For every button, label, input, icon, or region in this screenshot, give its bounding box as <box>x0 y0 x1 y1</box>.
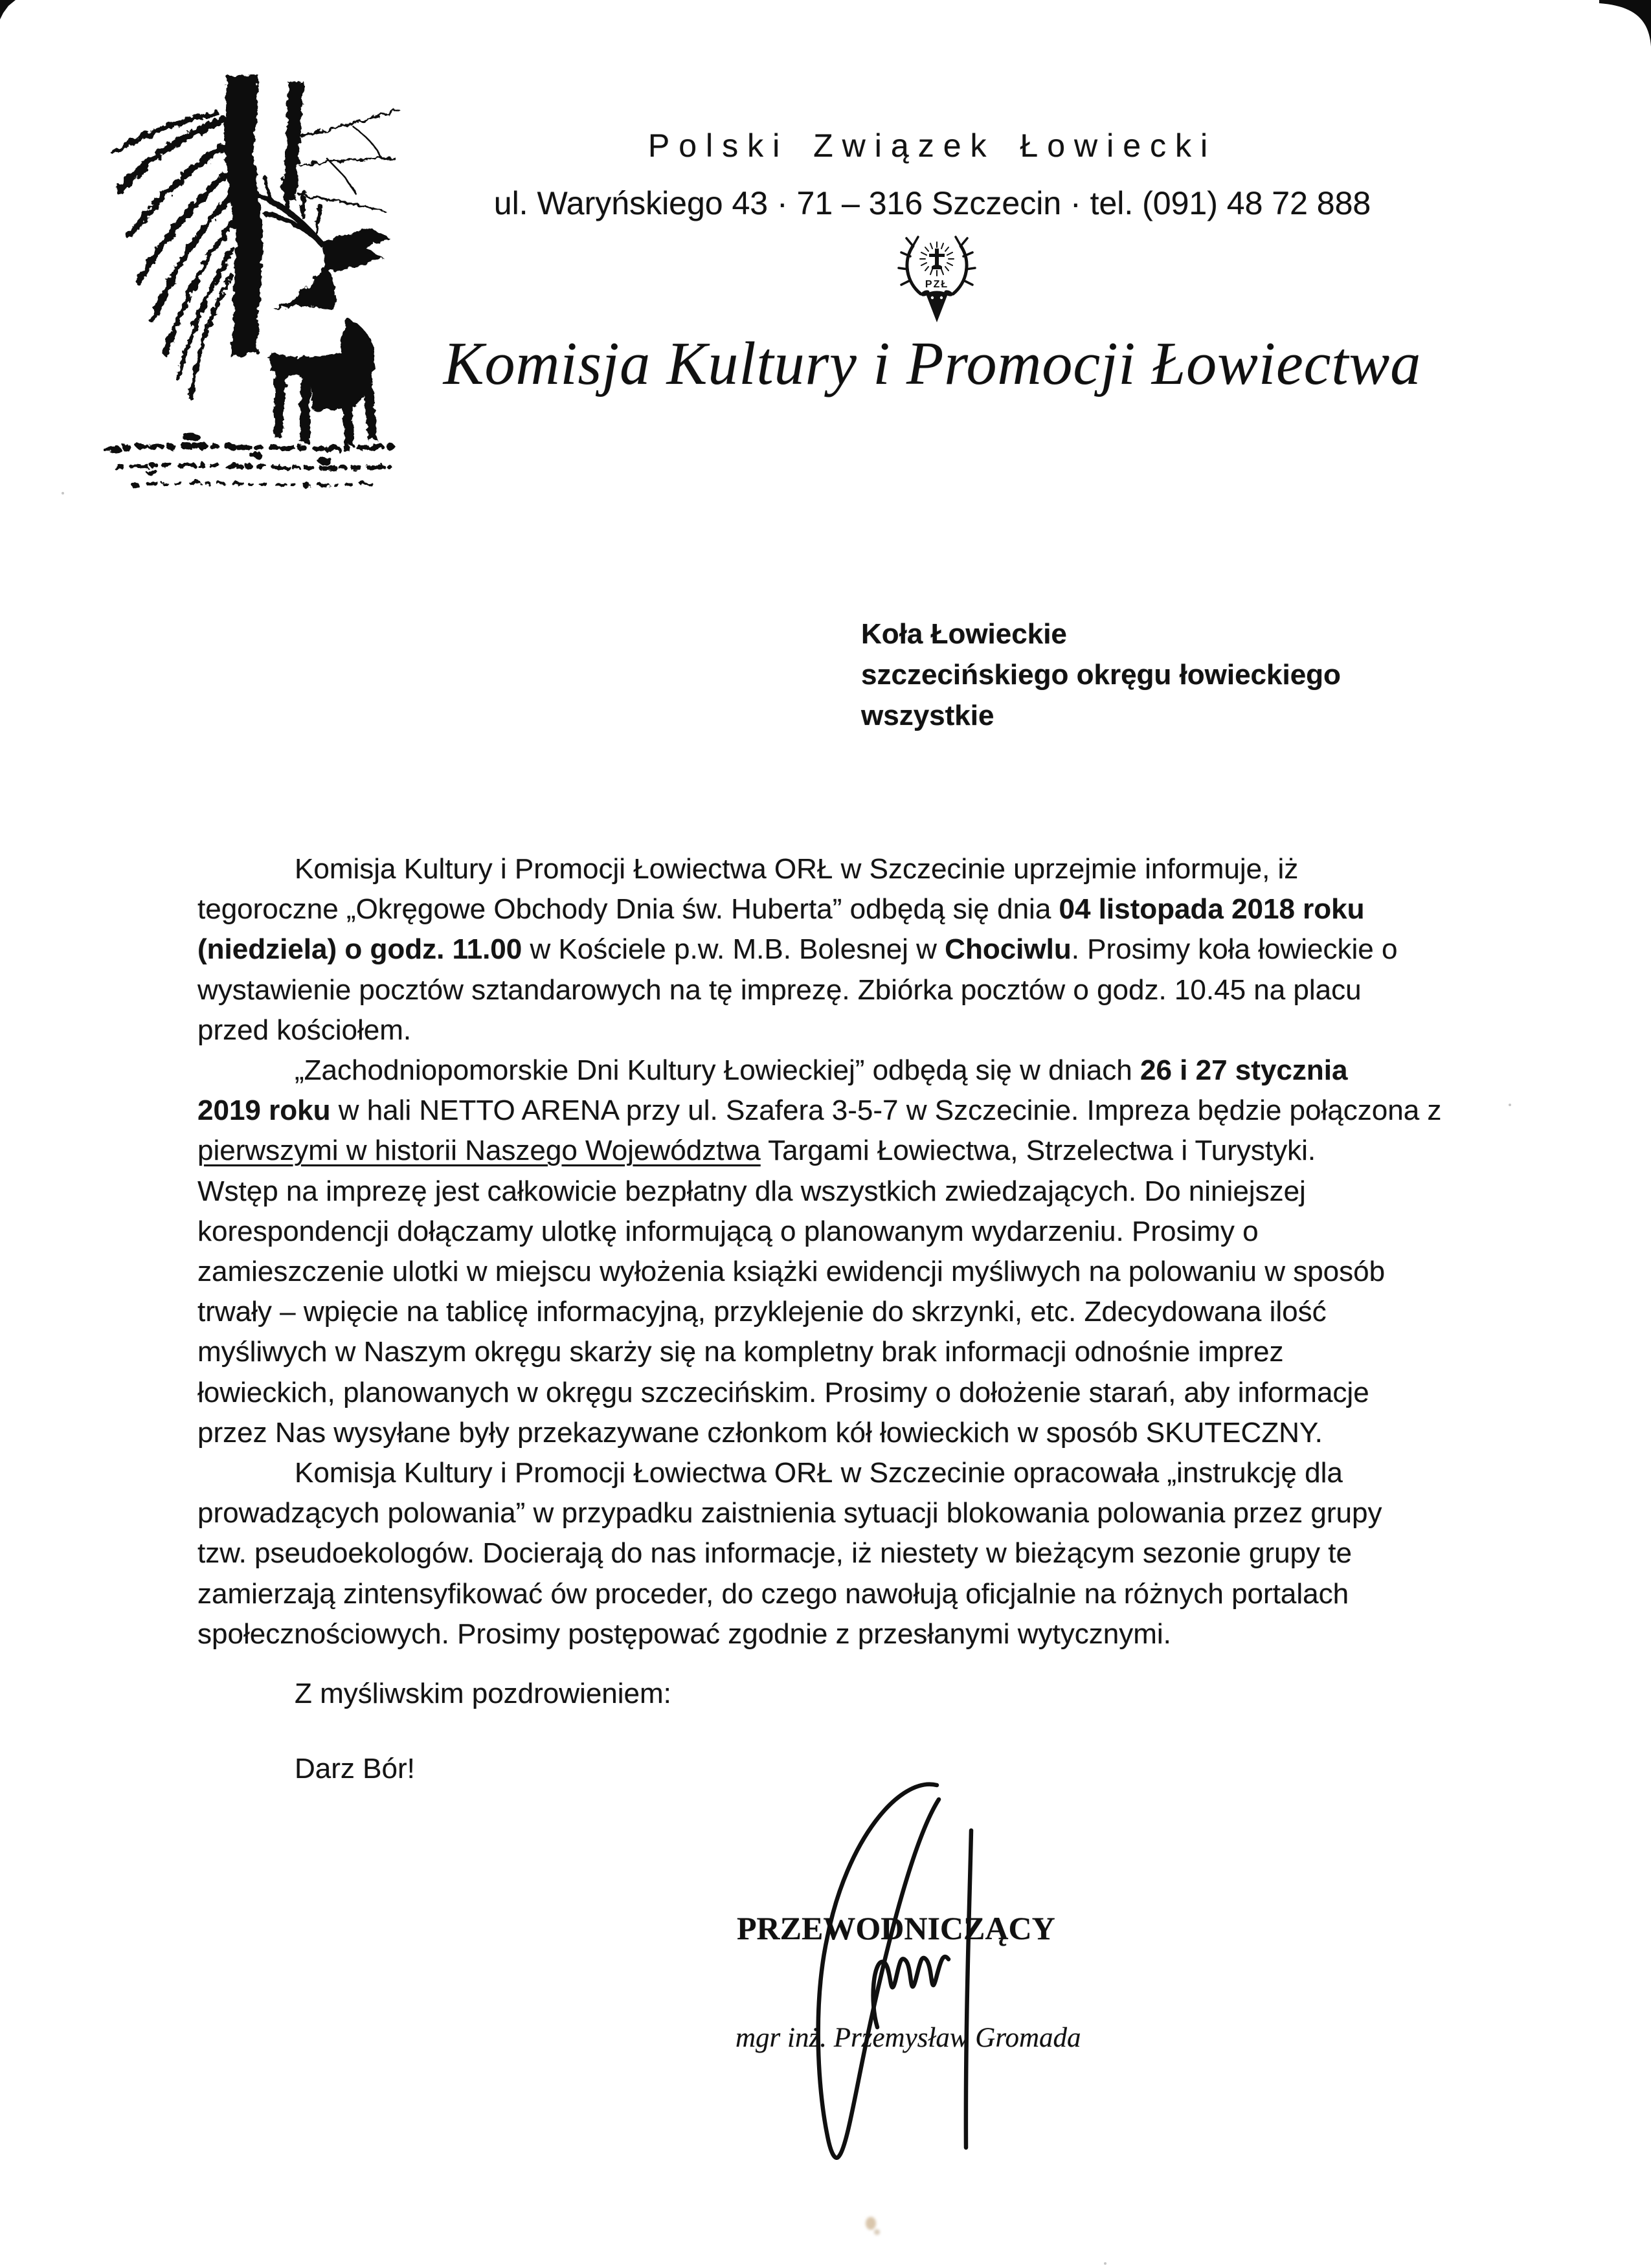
closing-salutation: Z myśliwskim pozdrowieniem: <box>295 1678 671 1709</box>
scan-speck <box>1509 1104 1511 1106</box>
body-line: trwały – wpięcie na tablicę informacyjną, przyklejenie do skrzynki, etc. Zdecydowana ilość <box>197 1296 1327 1328</box>
body-line: myśliwych w Naszym okręgu skarży się na kompletny brak informacji odnośnie imprez <box>197 1336 1284 1368</box>
body-line: korespondencji dołączamy ulotkę informującą o planowanym wydarzeniu. Prosimy o <box>197 1215 1259 1247</box>
body-line: przed kościołem. <box>197 1014 412 1046</box>
deer-woodcut-illustration <box>94 74 405 502</box>
hunters-greeting: Darz Bór! <box>295 1753 415 1784</box>
body-line: zamierzają zintensyfikować ów proceder, do czego nawołują oficjalnie na różnych portalach <box>197 1577 1349 1610</box>
body-line: zamieszczenie ulotki w miejscu wyłożenia książki ewidencji myśliwych na polowaniu w sposób <box>197 1256 1386 1288</box>
scan-corner-artifact-top-right <box>1599 0 1651 47</box>
pzl-emblem-initials: PZŁ <box>925 279 949 290</box>
handwritten-signature <box>745 1748 1016 2188</box>
body-line: „Zachodniopomorskie Dni Kultury Łowieckiej” odbędą się w dniach 26 i 27 stycznia <box>295 1054 1348 1087</box>
body-line: prowadzących polowania” w przypadku zaistnienia sytuacji blokowania polowania przez grupy <box>197 1497 1382 1529</box>
scan-stain <box>866 2217 876 2230</box>
body-line: Komisja Kultury i Promocji Łowiectwa ORŁ w Szczecinie opracowała „instrukcję dla <box>295 1457 1343 1489</box>
scan-speck <box>1104 2262 1106 2265</box>
scan-speck <box>62 492 64 495</box>
scan-stain <box>874 2229 880 2235</box>
body-line: Wstęp na imprezę jest całkowicie bezpłatny dla wszystkich zwiedzających. Do niniejszej <box>197 1175 1306 1207</box>
committee-title: Komisja Kultury i Promocji Łowiectwa <box>443 330 1422 397</box>
organization-name: Polski Związek Łowiecki <box>647 128 1217 164</box>
body-line: przez Nas wysyłane były przekazywane członkom kół łowieckich w sposób SKUTECZNY. <box>197 1416 1323 1449</box>
body-line: łowieckich, planowanych w okręgu szczecińskim. Prosimy o dołożenie starań, aby informacje <box>197 1376 1369 1408</box>
body-line: tzw. pseudoekologów. Docierają do nas informacje, iż niestety w bieżącym sezonie grupy te <box>197 1537 1352 1570</box>
signatory-name: mgr inż. Przemysław Gromada <box>736 2023 1081 2053</box>
signatory-role: PRZEWODNICZĄCY <box>737 1910 1055 1946</box>
organization-address: ul. Waryńskiego 43 · 71 – 316 Szczecin · tel. (091) 48 72 888 <box>493 185 1371 221</box>
body-line: (niedziela) o godz. 11.00 w Kościele p.w. M.B. Bolesnej w Chociwlu. Prosimy koła łowieckie o <box>197 933 1398 966</box>
recipient-line: Koła Łowieckie <box>861 618 1067 650</box>
body-line: tegoroczne „Okręgowe Obchody Dnia św. Huberta” odbędą się dnia 04 listopada 2018 roku <box>197 893 1365 926</box>
recipient-line: wszystkie <box>861 700 994 731</box>
body-line: pierwszymi w historii Naszego Województwa Targami Łowiectwa, Strzelectwa i Turystyki. <box>197 1135 1316 1167</box>
body-line: Komisja Kultury i Promocji Łowiectwa ORŁ w Szczecinie uprzejmie informuje, iż <box>295 853 1299 885</box>
body-line: społecznościowych. Prosimy postępować zgodnie z przesłanymi wytycznymi. <box>197 1618 1171 1650</box>
body-text <box>197 849 1499 1654</box>
scan-corner-artifact-top-left <box>0 0 19 22</box>
body-line: wystawienie pocztów sztandarowych na tę imprezę. Zbiórka pocztów o godz. 10.45 na placu <box>197 973 1362 1006</box>
recipient-block <box>861 614 1341 736</box>
body-line: 2019 roku w hali NETTO ARENA przy ul. Szafera 3-5-7 w Szczecinie. Impreza będzie połączona z <box>197 1095 1442 1127</box>
pzl-antler-emblem-icon <box>895 230 979 324</box>
recipient-line: szczecińskiego okręgu łowieckiego <box>861 659 1341 691</box>
